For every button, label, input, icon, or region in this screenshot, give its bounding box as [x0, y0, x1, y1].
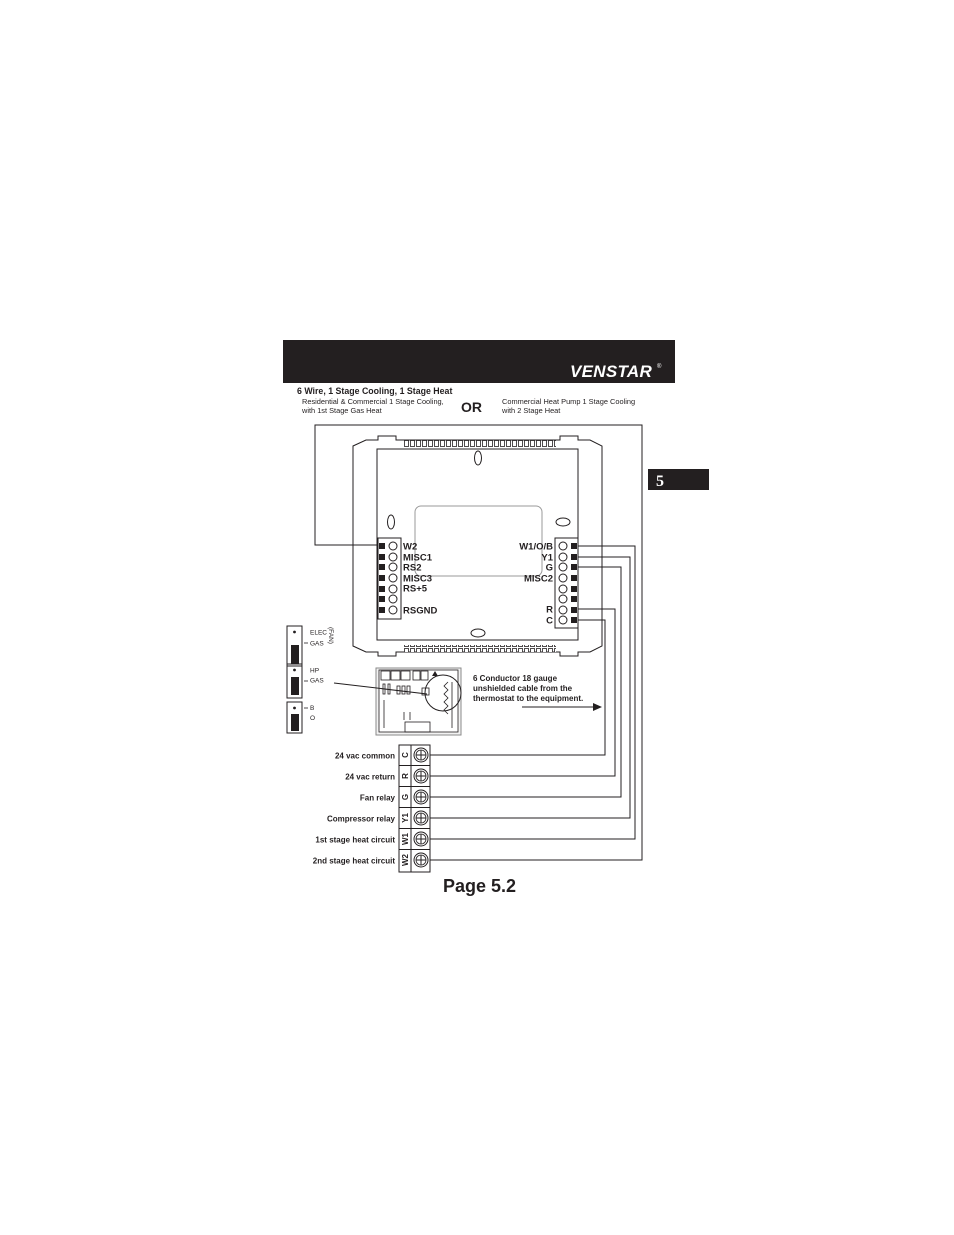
mounting-slot-bottom: [471, 629, 485, 637]
circuit-board-detail: [376, 668, 461, 735]
switch-label-elec: ELEC: [310, 629, 327, 637]
terminal-label-misc2: MISC2: [523, 573, 553, 585]
option-a-line-2: with 1st Stage Gas Heat: [302, 406, 382, 415]
terminal-label-r: R: [546, 604, 553, 616]
switch-label-o: O: [310, 715, 316, 722]
diagram-title: 6 Wire, 1 Stage Cooling, 1 Stage Heat: [297, 386, 453, 396]
equipment-label-fan-relay: Fan relay: [359, 793, 395, 803]
cable-direction-arrow: [522, 703, 602, 711]
right-terminal-strip: [555, 538, 578, 628]
right-terminal-holes: [559, 542, 567, 624]
switch-group-fan: (FAN): [327, 627, 334, 644]
equipment-screw-r: [414, 769, 428, 783]
terminal-label-y1: Y1: [541, 552, 553, 564]
cable-note-line-2: unshielded cable from the: [473, 684, 573, 693]
terminal-label-g: G: [545, 562, 553, 574]
equipment-screw-g: [414, 790, 428, 804]
reversing-valve-switch: [287, 702, 308, 733]
brand-logo: VENSTAR: [570, 362, 653, 381]
equipment-label-1st-stage-heat: 1st stage heat circuit: [315, 835, 395, 845]
cable-note-line-3: thermostat to the equipment.: [473, 694, 584, 703]
or-label: OR: [461, 399, 482, 415]
option-b-line-1: Commercial Heat Pump 1 Stage Cooling: [502, 397, 636, 406]
equipment-terminal-y1: Y1: [401, 813, 410, 823]
section-tab-number: 5: [656, 473, 664, 490]
equipment-terminal-r: R: [401, 773, 410, 779]
switch-label-heat-gas: GAS: [310, 677, 324, 685]
left-terminal-strip: [378, 538, 401, 619]
equipment-screw-c: [414, 748, 428, 762]
cable-note-line-1: 6 Conductor 18 gauge: [473, 674, 558, 683]
registered-mark: ®: [657, 364, 662, 370]
heat-type-switch: [287, 664, 308, 698]
mounting-slot-top: [475, 451, 482, 465]
page-label: Page 5.2: [443, 876, 517, 896]
left-terminal-holes: [389, 542, 397, 614]
equipment-label-2nd-stage-heat: 2nd stage heat circuit: [312, 856, 395, 866]
equipment-terminal-w1: W1: [401, 833, 410, 845]
terminal-label-c: C: [546, 615, 553, 627]
equipment-terminal-block: [399, 745, 430, 872]
equipment-terminal-w2: W2: [401, 854, 410, 866]
switch-label-b: B: [310, 705, 315, 712]
equipment-screw-y1: [414, 811, 428, 825]
left-terminal-screws: [379, 543, 385, 613]
mounting-slot-right: [556, 518, 570, 526]
equipment-label-compressor-relay: Compressor relay: [326, 814, 395, 824]
terminal-label-w2: W2: [403, 541, 418, 553]
top-vent-comb: [404, 440, 556, 447]
equipment-label-24vac-return: 24 vac return: [345, 772, 395, 782]
terminal-label-rs5: RS+5: [403, 583, 428, 595]
switch-label-hp: HP: [310, 667, 320, 675]
equipment-terminal-c: C: [401, 752, 410, 758]
equipment-terminal-g: G: [401, 793, 410, 801]
equipment-screw-w2: [414, 853, 428, 867]
right-terminal-screws: [571, 543, 577, 623]
terminal-label-rsgnd: RSGND: [403, 605, 438, 617]
equipment-label-24vac-common: 24 vac common: [334, 751, 395, 761]
mounting-slot-left: [388, 515, 395, 529]
bottom-vent-comb: [404, 645, 556, 652]
option-b-line-2: with 2 Stage Heat: [502, 406, 561, 415]
terminal-label-misc1: MISC1: [403, 552, 433, 564]
equipment-screw-w1: [414, 832, 428, 846]
fan-switch: [287, 626, 308, 666]
switch-label-fan-gas: GAS: [310, 640, 324, 648]
terminal-label-rs2: RS2: [403, 562, 422, 574]
terminal-label-w1-o-b: W1/O/B: [519, 541, 553, 553]
terminal-label-misc3: MISC3: [403, 573, 433, 585]
option-a-line-1: Residential & Commercial 1 Stage Cooling,: [302, 397, 444, 406]
